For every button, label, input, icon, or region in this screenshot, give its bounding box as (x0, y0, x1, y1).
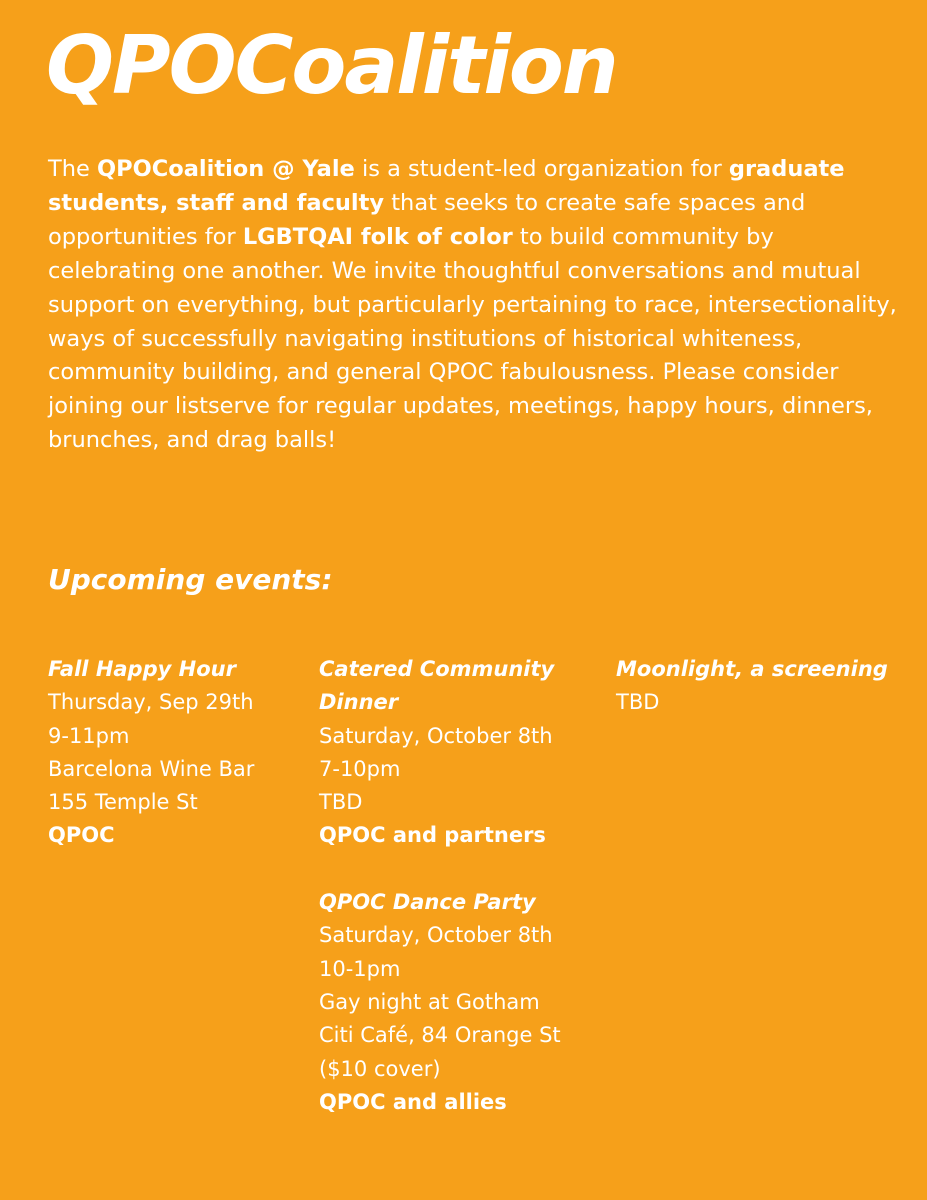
event-detail: Saturday, October 8th (319, 723, 553, 748)
upcoming-events-heading: Upcoming events: (48, 563, 333, 596)
event-title: Fall Happy Hour (48, 657, 236, 681)
event-detail: Saturday, October 8th (319, 923, 553, 948)
event-detail: 10-1pm (319, 956, 401, 981)
intro-text: that seeks to create safe spaces and opportunities for (48, 189, 806, 250)
event-detail: 155 Temple St (48, 790, 198, 815)
event-item (48, 653, 318, 853)
event-detail: ($10 cover) (319, 1056, 441, 1081)
intro-emphasis: QPOCoalition @ Yale (97, 156, 355, 182)
event-title: Moonlight, a screening (616, 657, 888, 681)
intro-emphasis: graduate students, staff and faculty (48, 156, 845, 216)
event-host: QPOC and allies (319, 1089, 507, 1114)
event-detail: Citi Café, 84 Orange St (319, 1023, 561, 1048)
event-item (319, 886, 615, 1119)
event-detail: Gay night at Gotham (319, 989, 540, 1014)
intro-text: The (48, 156, 97, 182)
events-column-3 (616, 653, 916, 720)
event-detail: Barcelona Wine Bar (48, 756, 255, 781)
intro-text: to build community by celebrating one another. We invite thoughtful conversations and mutual support on everything, but particularly pertaining to race, intersectionality, ways of successfully navigating institutions of historical whiteness, community building, and general QPOC fabulousness. Please consider joining our listserve for regular updates, meetings, happy hours, dinners, brunches, and drag balls! (48, 223, 897, 454)
event-title: Catered Community Dinner (319, 657, 555, 715)
event-item (319, 653, 615, 853)
intro-text: is a student-led organization for (354, 156, 729, 182)
events-column-1 (48, 653, 318, 853)
event-detail: 7-10pm (319, 756, 401, 781)
event-detail: TBD (616, 690, 660, 715)
event-title: QPOC Dance Party (319, 890, 536, 915)
event-detail: 9-11pm (48, 723, 130, 748)
event-host: QPOC (48, 823, 115, 848)
event-detail: TBD (319, 790, 363, 815)
intro-emphasis: LGBTQAI folk of color (242, 223, 513, 250)
event-host: QPOC and partners (319, 823, 546, 848)
events-column-2 (319, 653, 615, 1119)
page-title: QPOCoalition (46, 19, 617, 112)
event-detail: Thursday, Sep 29th (48, 690, 254, 715)
event-item (616, 653, 916, 720)
intro-paragraph (48, 153, 898, 458)
